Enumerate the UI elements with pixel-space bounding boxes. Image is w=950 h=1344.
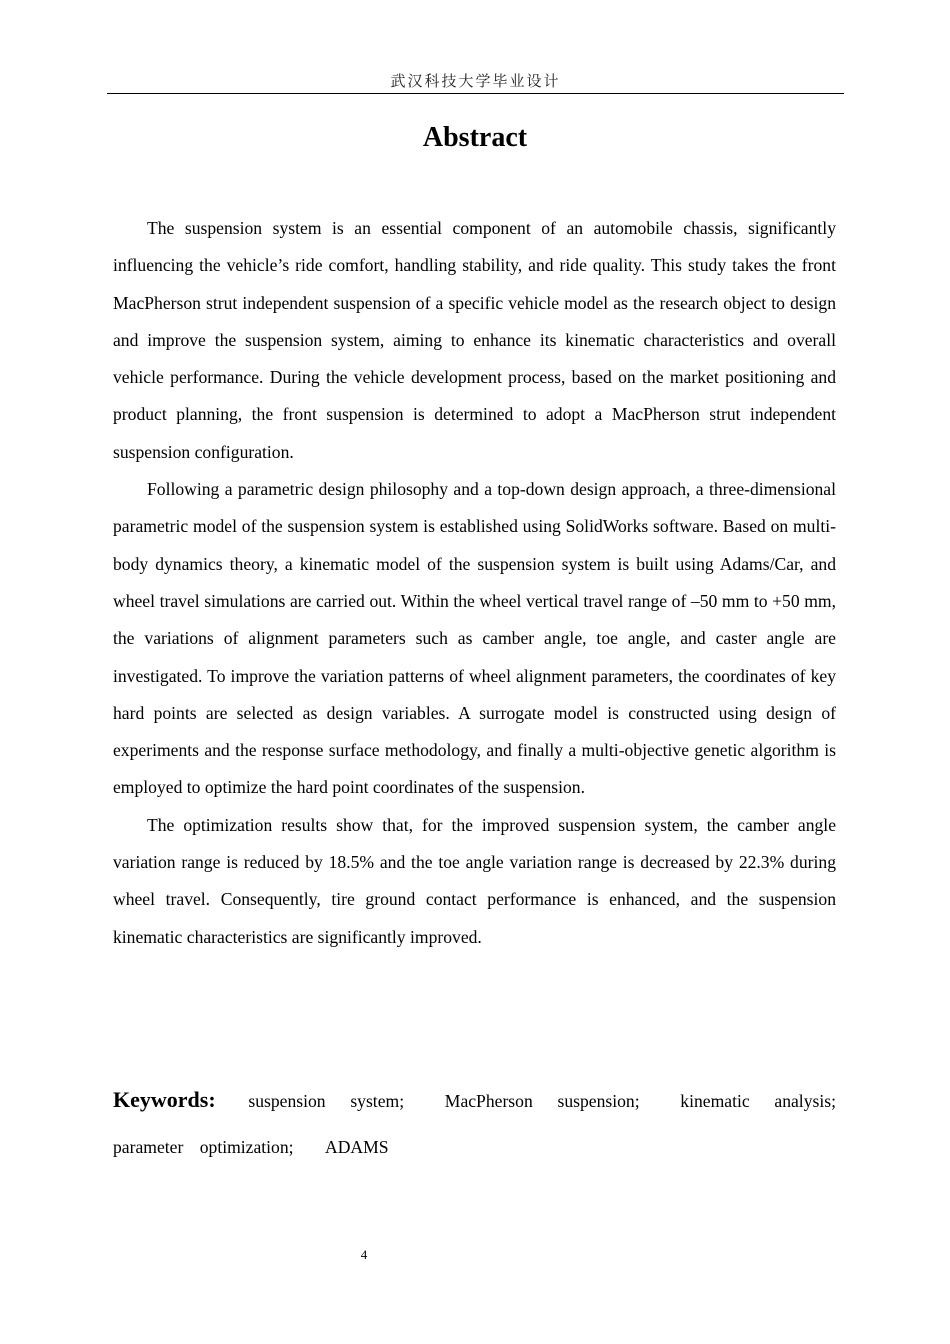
running-header: 武汉科技大学毕业设计 <box>390 72 561 90</box>
abstract-paragraph-3: The optimization results show that, for the improved suspension system, the camber angle variation range is reduced by 18.5% and the toe angle variation range is decreased by 22.3% during wheel travel. Consequently, tire ground contact performance is enhanced, and the suspension kinematic characteristics are significantly improved. <box>113 814 836 947</box>
page-title: Abstract <box>422 122 528 153</box>
abstract-body <box>113 210 836 956</box>
keyword-item: ADAMS <box>324 1137 389 1157</box>
keywords-label: Keywords: <box>113 1087 216 1112</box>
keyword-item: suspension system; <box>248 1091 405 1111</box>
page-number: 4 <box>360 1247 368 1262</box>
keywords-section <box>113 1077 836 1170</box>
abstract-paragraph-1: The suspension system is an essential component of an automobile chassis, significantly influencing the vehicle’s ride comfort, handling stability, and ride quality. This study takes the front MacPherson strut independent suspension of a specific vehicle model as the research object to design and improve the suspension system, aiming to enhance its kinematic characteristics and overall vehicle performance. During the vehicle development process, based on the market positioning and product planning, the front suspension is determined to adopt a MacPherson strut independent suspension configuration. <box>113 218 836 462</box>
keyword-item: MacPherson suspension; <box>444 1091 640 1111</box>
keyword-item: parameter optimization; <box>113 1137 294 1157</box>
abstract-paragraph-2: Following a parametric design philosophy and a top-down design approach, a three-dimensional parametric model of the suspension system is established using SolidWorks software. Based on multi-body dynamics theory, a kinematic model of the suspension system is built using Adams/Car, and wheel travel simulations are carried out. Within the wheel vertical travel range of –50 mm to +50 mm, the variations of alignment parameters such as camber angle, toe angle, and caster angle are investigated. To improve the variation patterns of wheel alignment parameters, the coordinates of key hard points are selected as design variables. A surrogate model is constructed using design of experiments and the response surface methodology, and finally a multi-objective genetic algorithm is employed to optimize the hard point coordinates of the suspension. <box>113 479 836 798</box>
header-divider <box>107 93 844 94</box>
keyword-item: kinematic analysis; <box>680 1091 836 1111</box>
